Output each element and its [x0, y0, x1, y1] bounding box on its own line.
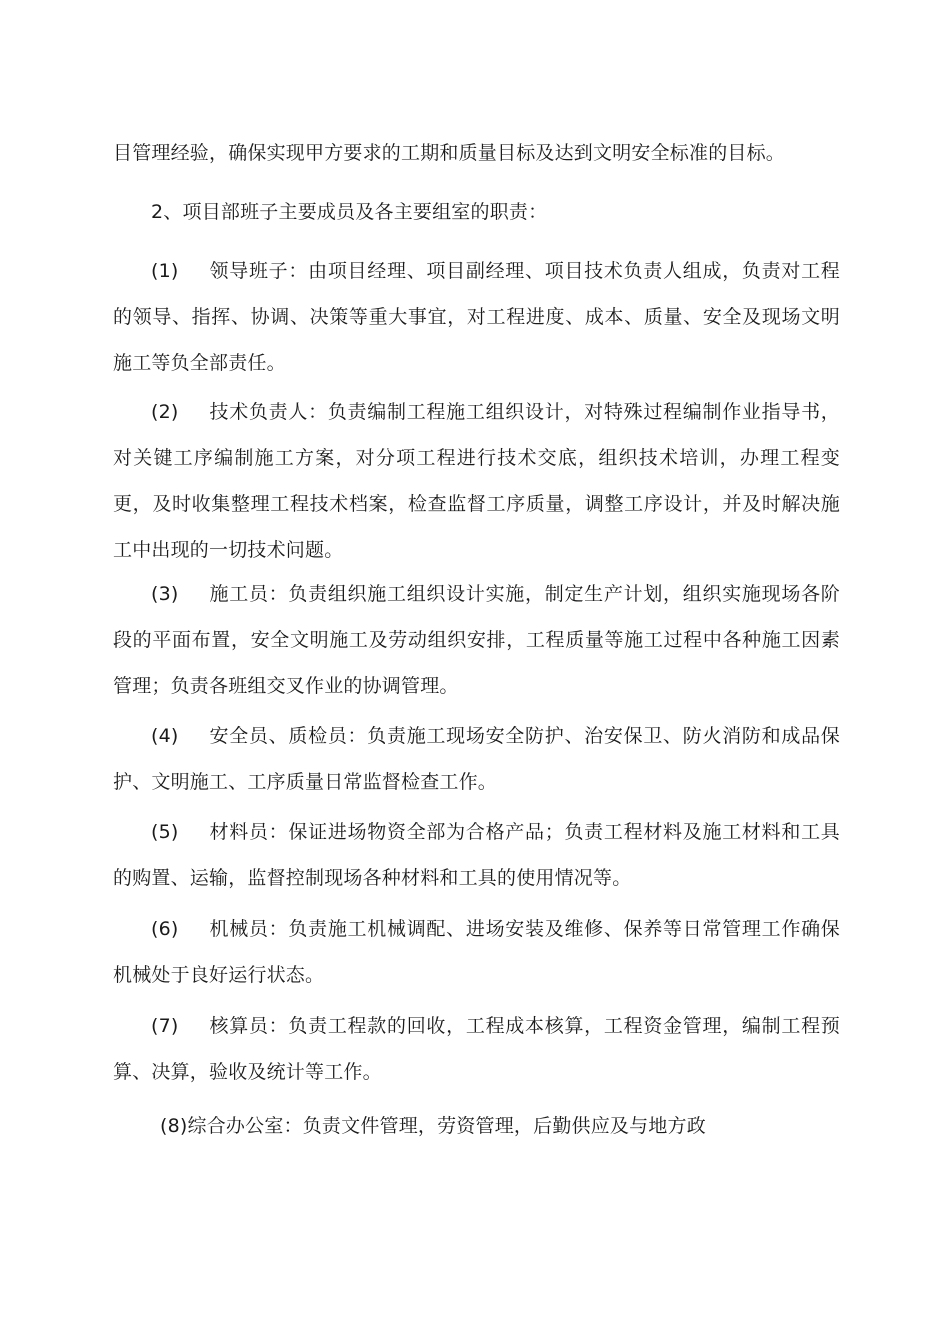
paragraph-item-6 — [113, 906, 840, 998]
item-number: (7) — [151, 1015, 179, 1037]
paragraph-text: 机械员：负责施工机械调配、进场安装及维修、保养等日常管理工作确保机械处于良好运行状态。 — [113, 918, 840, 986]
item-number: (3) — [151, 583, 179, 605]
item-number: (8) — [160, 1115, 188, 1137]
item-number: (2) — [151, 401, 179, 423]
paragraph-item-4 — [113, 713, 840, 805]
item-number: (6) — [151, 918, 179, 940]
paragraph-text: 目管理经验，确保实现甲方要求的工期和质量目标及达到文明安全标准的目标。 — [113, 142, 786, 164]
item-number: (4) — [151, 725, 179, 747]
paragraph-text: 施工员：负责组织施工组织设计实施，制定生产计划，组织实施现场各阶段的平面布置，安全文明施工及劳动组织安排，工程质量等施工过程中各种施工因素管理；负责各班组交叉作业的协调管理。 — [113, 583, 840, 697]
paragraph-item-8 — [160, 1103, 840, 1149]
paragraph-item-3 — [113, 571, 840, 709]
paragraph-text: 技术负责人：负责编制工程施工组织设计，对特殊过程编制作业指导书，对关键工序编制施工方案，对分项工程进行技术交底，组织技术培训，办理工程变更，及时收集整理工程技术档案，检查监督工序质量，调整工序设计，并及时解决施工中出现的一切技术问题。 — [113, 401, 840, 561]
paragraph-item-2 — [113, 389, 840, 573]
item-number: (1) — [151, 260, 179, 282]
paragraph-text: 安全员、质检员：负责施工现场安全防护、治安保卫、防火消防和成品保护、文明施工、工序质量日常监督检查工作。 — [113, 725, 840, 793]
paragraph-text: 综合办公室：负责文件管理，劳资管理，后勤供应及与地方政 — [187, 1115, 706, 1137]
paragraph-intro-continuation — [113, 130, 840, 176]
paragraph-text: 材料员：保证进场物资全部为合格产品；负责工程材料及施工材料和工具的购置、运输，监督控制现场各种材料和工具的使用情况等。 — [113, 821, 840, 889]
paragraph-section-heading — [113, 189, 840, 235]
paragraph-text: 领导班子：由项目经理、项目副经理、项目技术负责人组成，负责对工程的领导、指挥、协调、决策等重大事宜，对工程进度、成本、质量、安全及现场文明施工等负全部责任。 — [113, 260, 840, 374]
paragraph-item-7 — [113, 1003, 840, 1095]
paragraph-item-1 — [113, 248, 840, 386]
item-number: (5) — [151, 821, 179, 843]
paragraph-text: 2、项目部班子主要成员及各主要组室的职责： — [151, 201, 548, 223]
paragraph-text: 核算员：负责工程款的回收，工程成本核算，工程资金管理，编制工程预算、决算，验收及统计等工作。 — [113, 1015, 840, 1083]
paragraph-item-5 — [113, 809, 840, 901]
